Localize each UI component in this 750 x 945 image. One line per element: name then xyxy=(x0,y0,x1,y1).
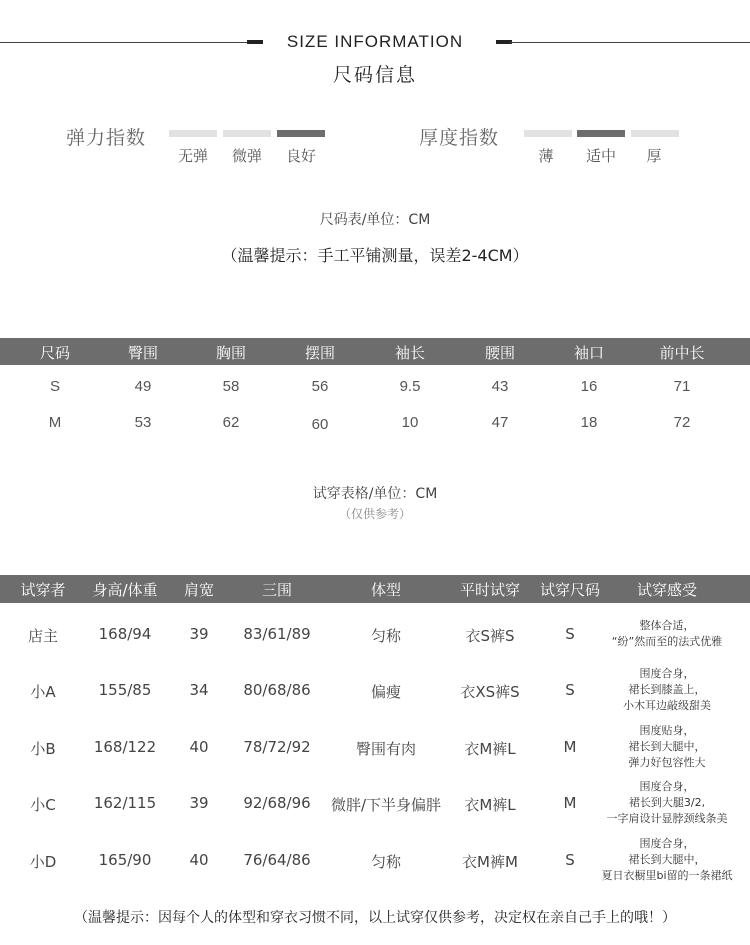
size-table-header-cell: 尺码 xyxy=(39,344,70,362)
thickness-bar-medium xyxy=(577,130,625,137)
tryon-table-cell-shape: 臀围有肉 xyxy=(355,740,416,758)
size-table-cell: 53 xyxy=(134,414,152,431)
tryon-table-cell-hw: 165/90 xyxy=(98,851,152,869)
tryon-table-cell-bwh: 80/68/86 xyxy=(243,681,311,699)
tryon-table-cell-bwh: 78/72/92 xyxy=(243,738,311,756)
size-table-cell: 60 xyxy=(311,416,329,433)
tryon-table-cell-hw: 155/85 xyxy=(98,681,152,699)
tryon-table-cell-name: 小A xyxy=(30,683,56,701)
size-unit-note: 尺码表/单位：CM xyxy=(319,212,431,228)
tryon-table-cell-shape: 匀称 xyxy=(370,853,401,871)
size-table-header-cell: 胸围 xyxy=(215,344,246,362)
tryon-table-header-cell: 体型 xyxy=(370,581,401,599)
tryon-table-cell-usual: 衣M裤M xyxy=(462,853,518,871)
tryon-table-cell-usual: 衣M裤L xyxy=(464,796,516,814)
size-table-header-cell: 摆围 xyxy=(304,344,335,362)
tryon-table-cell-bwh: 76/64/86 xyxy=(243,851,311,869)
elasticity-label-slight: 微弹 xyxy=(231,147,262,165)
elasticity-bar-none xyxy=(169,130,217,137)
tryon-table-cell-shape: 微胖/下半身偏胖 xyxy=(330,796,442,814)
tryon-feel-line: 围度合身， xyxy=(639,667,695,680)
tryon-feel-line: 小木耳边敲级甜美 xyxy=(623,699,711,712)
size-table-cell: S xyxy=(49,378,60,395)
tryon-table-header-cell: 三围 xyxy=(261,581,292,599)
tryon-feel-line: 围度贴身， xyxy=(639,724,695,737)
thickness-label-medium: 适中 xyxy=(585,147,616,165)
tryon-table-cell-size: S xyxy=(565,681,575,699)
size-table-cell: M xyxy=(48,414,62,431)
title-en: SIZE INFORMATION xyxy=(286,32,464,51)
size-table-header-cell: 袖口 xyxy=(573,344,604,362)
tryon-feel-line: 裙长到大腿中， xyxy=(628,853,706,866)
tryon-table-cell-name: 小C xyxy=(30,796,56,814)
tryon-feel-line: 裙长到大腿中， xyxy=(628,740,706,753)
tryon-feel-line: 裙长到大腿3/2, xyxy=(628,796,706,809)
tryon-table-cell-name: 小D xyxy=(29,853,57,871)
elasticity-bar-good xyxy=(277,130,325,137)
tryon-unit-note: 试穿表格/单位：CM xyxy=(312,486,438,502)
tryon-table-header-cell: 肩宽 xyxy=(183,581,214,599)
tryon-table-cell-shoulder: 40 xyxy=(189,851,209,869)
tryon-table-header-cell: 试穿者 xyxy=(20,581,66,599)
elasticity-label-good: 良好 xyxy=(285,147,316,165)
size-table-header-cell: 腰围 xyxy=(484,344,515,362)
tryon-table-cell-feel xyxy=(582,836,750,884)
size-table-cell: 56 xyxy=(311,378,329,395)
tryon-feel-line: 整体合适， xyxy=(639,619,695,632)
tryon-table-cell-usual: 衣M裤L xyxy=(464,740,516,758)
tryon-table-cell-shape: 偏瘦 xyxy=(370,683,401,701)
tryon-table-cell-feel xyxy=(582,618,750,650)
tryon-table-cell-shoulder: 39 xyxy=(189,794,209,812)
tryon-table-cell-hw: 168/122 xyxy=(93,738,157,756)
size-table-header-cell: 臀围 xyxy=(127,344,158,362)
tryon-feel-line: “纷”然而至的法式优雅 xyxy=(611,635,723,648)
size-table-cell: 49 xyxy=(134,378,152,395)
size-table-cell: 10 xyxy=(401,414,419,431)
tryon-table-cell-usual: 衣S裤S xyxy=(465,627,515,645)
tryon-table-cell-size: M xyxy=(563,794,577,812)
thickness-bar-thin xyxy=(524,130,572,137)
size-table-cell: 18 xyxy=(580,414,598,431)
tryon-table-cell-shoulder: 34 xyxy=(189,681,209,699)
size-table-cell: 72 xyxy=(673,414,691,431)
size-table-cell: 71 xyxy=(673,378,691,395)
tryon-table-cell-name: 店主 xyxy=(27,627,58,645)
title-cn: 尺码信息 xyxy=(332,64,417,86)
size-table-header-cell: 前中长 xyxy=(659,344,705,362)
elasticity-title: 弹力指数 xyxy=(66,127,147,149)
tryon-sub-note: （仅供参考） xyxy=(338,507,411,521)
size-table-cell: 16 xyxy=(580,378,598,395)
tryon-feel-line: 围度合身， xyxy=(639,837,695,850)
tryon-table-cell-shoulder: 39 xyxy=(189,625,209,643)
tryon-feel-line: 围度合身， xyxy=(639,780,695,793)
thickness-label-thick: 厚 xyxy=(646,147,662,165)
thickness-title: 厚度指数 xyxy=(419,127,500,149)
header-line-right xyxy=(510,42,750,43)
thickness-label-thin: 薄 xyxy=(538,147,554,165)
tryon-feel-line: 弹力好包容性大 xyxy=(628,756,706,769)
tryon-table-cell-feel xyxy=(582,723,750,771)
elasticity-bar-slight xyxy=(223,130,271,137)
tryon-table-cell-shape: 匀称 xyxy=(370,627,401,645)
tryon-table-cell-shoulder: 40 xyxy=(189,738,209,756)
tryon-feel-line: 裙长到膝盖上， xyxy=(628,683,706,696)
size-table-header-cell: 袖长 xyxy=(394,344,425,362)
tryon-table-cell-name: 小B xyxy=(30,740,56,758)
tryon-table-header-cell: 试穿感受 xyxy=(636,581,697,599)
tryon-table-cell-size: S xyxy=(565,625,575,643)
size-table-cell: 58 xyxy=(222,378,240,395)
tryon-table-cell-hw: 162/115 xyxy=(93,794,157,812)
size-table-cell: 62 xyxy=(222,414,240,431)
elasticity-label-none: 无弹 xyxy=(177,147,208,165)
tryon-table-header-cell: 试穿尺码 xyxy=(539,581,600,599)
tryon-table-header-cell: 平时试穿 xyxy=(459,581,520,599)
measure-tip: （温馨提示：手工平铺测量，误差2-4CM） xyxy=(221,246,529,265)
size-table-cell: 43 xyxy=(491,378,509,395)
tryon-table-header-cell: 身高/体重 xyxy=(92,581,158,599)
tryon-table-cell-feel xyxy=(582,666,750,714)
size-table-cell: 47 xyxy=(491,414,509,431)
tryon-table-cell-usual: 衣XS裤S xyxy=(460,683,520,701)
tryon-table-cell-bwh: 83/61/89 xyxy=(243,625,311,643)
tryon-table-cell-size: M xyxy=(563,738,577,756)
tryon-feel-line: 夏日衣橱里bi留的一条裙纸 xyxy=(601,869,733,882)
tryon-table-cell-size: S xyxy=(565,851,575,869)
size-table-cell: 9.5 xyxy=(399,378,421,395)
thickness-bar-thick xyxy=(631,130,679,137)
tryon-feel-line: 一字肩设计显脖颈线条美 xyxy=(606,812,728,825)
tryon-table-cell-feel xyxy=(582,779,750,827)
tryon-table-cell-hw: 168/94 xyxy=(98,625,152,643)
tryon-table-cell-bwh: 92/68/96 xyxy=(243,794,311,812)
footer-tip: （温馨提示：因每个人的体型和穿衣习惯不同，以上试穿仅供参考，决定权在亲自己手上的哦！） xyxy=(74,910,676,926)
